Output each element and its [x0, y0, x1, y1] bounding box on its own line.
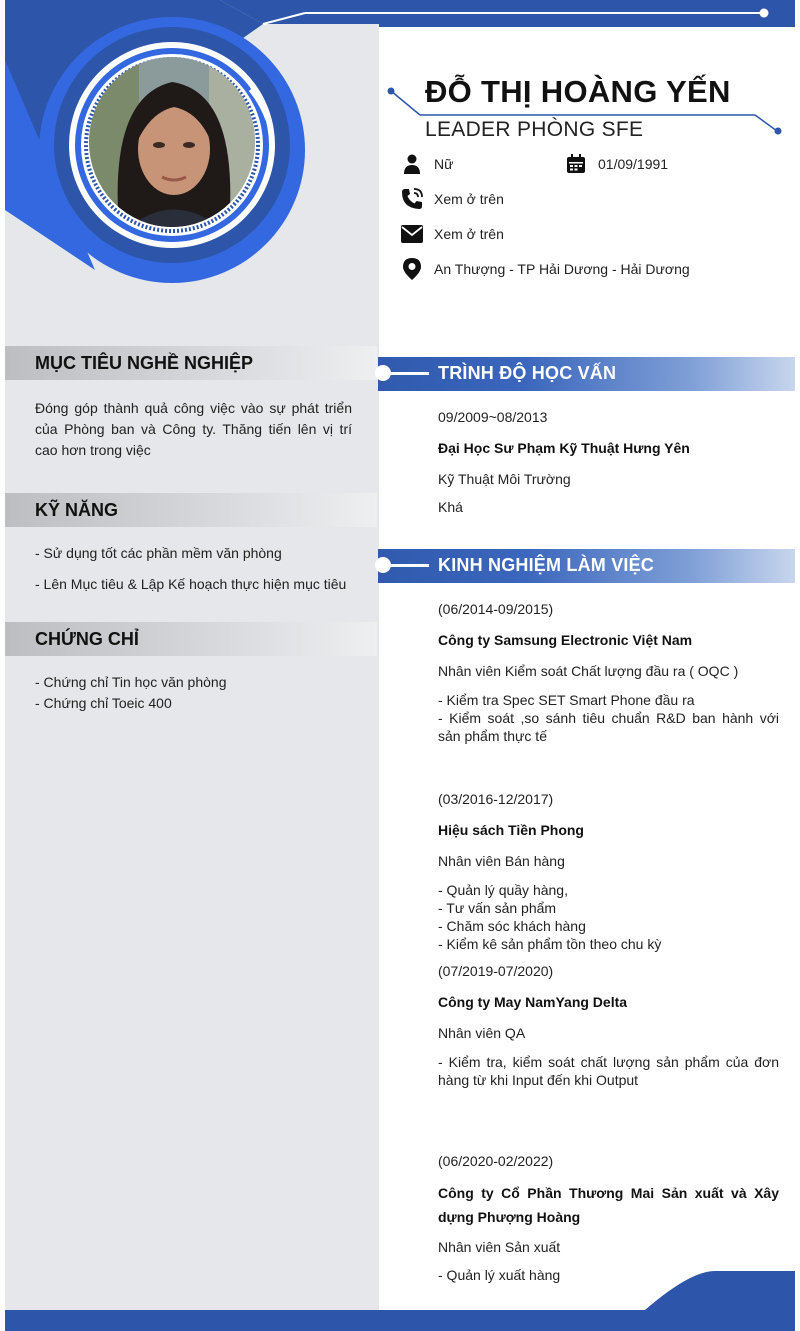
objective-heading: MỤC TIÊU NGHỀ NGHIỆP — [5, 346, 377, 380]
phone-value: Xem ở trên — [434, 191, 504, 207]
avatar — [89, 57, 255, 227]
footer-bar — [5, 1310, 795, 1331]
education-period: 09/2009~08/2013 — [438, 409, 548, 425]
experience-heading: KINH NGHIỆM LÀM VIỆC — [378, 549, 795, 583]
envelope-icon — [400, 222, 424, 246]
address-row — [400, 257, 690, 281]
job-company: Công ty May NamYang Delta — [438, 994, 628, 1010]
education-school: Đại Học Sư Phạm Kỹ Thuật Hưng Yên — [438, 440, 690, 456]
job-duty: - Kiểm soát ,so sánh tiêu chuẩn R&D ban hành với sản phẩm thực tế — [438, 710, 779, 744]
candidate-title: LEADER PHÒNG SFE — [425, 118, 644, 141]
job-position: Nhân viên Bán hàng — [438, 853, 565, 869]
job-duty: - Quản lý quầy hàng, — [438, 882, 568, 898]
job-duty: - Kiểm tra, kiểm soát chất lượng sản phẩm của đơn hàng từ khi Input đến khi Output — [438, 1054, 779, 1088]
job-position: Nhân viên Sản xuất — [438, 1239, 561, 1255]
job-period: (03/2016-12/2017) — [438, 791, 554, 807]
job-duty: - Tư vấn sản phẩm — [438, 900, 557, 916]
job-period: (07/2019-07/2020) — [438, 963, 554, 979]
job-company: Công ty Cổ Phần Thương Mai Sản xuất và Xây dựng Phượng Hoàng — [438, 1185, 779, 1225]
objective-text: Đóng góp thành quả công việc vào sự phát triển của Phòng ban và Công ty. Thăng tiến lên vị trí cao hơn trong việc — [35, 400, 352, 458]
skill-item: - Sử dụng tốt các phần mềm văn phòng — [35, 545, 282, 561]
job-position: Nhân viên QA — [438, 1025, 526, 1041]
skill-item: - Lên Mục tiêu & Lập Kế hoạch thực hiện mục tiêu — [35, 576, 347, 592]
education-grade: Khá — [438, 499, 463, 515]
job-duty: - Kiểm tra Spec SET Smart Phone đầu ra — [438, 692, 695, 708]
email-row — [400, 222, 504, 246]
certificate-item: - Chứng chỉ Tin học văn phòng — [35, 674, 227, 690]
phone-row — [400, 187, 504, 211]
job-duty: - Chăm sóc khách hàng — [438, 918, 586, 934]
gender-row — [400, 152, 453, 176]
job-period: (06/2014-09/2015) — [438, 601, 554, 617]
job-duty: - Kiểm kê sản phẩm tồn theo chu kỳ — [438, 936, 662, 952]
job-period: (06/2020-02/2022) — [438, 1153, 554, 1169]
candidate-name: ĐỖ THỊ HOÀNG YẾN — [425, 74, 731, 109]
education-major: Kỹ Thuật Môi Trường — [438, 471, 571, 487]
certificate-item: - Chứng chỉ Toeic 400 — [35, 695, 172, 711]
location-pin-icon — [400, 257, 424, 281]
job-company: Hiệu sách Tiền Phong — [438, 822, 584, 838]
person-icon — [400, 152, 424, 176]
certificates-heading: CHỨNG CHỈ — [5, 622, 377, 656]
job-duty: - Quản lý xuất hàng — [438, 1267, 561, 1283]
birthdate-row — [564, 152, 668, 176]
email-value: Xem ở trên — [434, 226, 504, 242]
gender-value: Nữ — [434, 156, 454, 172]
cv-page — [5, 0, 795, 1331]
birthdate-value: 01/09/1991 — [598, 156, 669, 172]
job-position: Nhân viên Kiểm soát Chất lượng đầu ra ( OQC ) — [438, 663, 739, 679]
skills-heading: KỸ NĂNG — [5, 493, 377, 527]
education-heading: TRÌNH ĐỘ HỌC VẤN — [378, 357, 795, 391]
calendar-icon — [564, 152, 588, 176]
job-company: Công ty Samsung Electronic Việt Nam — [438, 632, 693, 648]
address-value: An Thượng - TP Hải Dương - Hải Dương — [434, 261, 690, 277]
phone-icon — [400, 187, 424, 211]
